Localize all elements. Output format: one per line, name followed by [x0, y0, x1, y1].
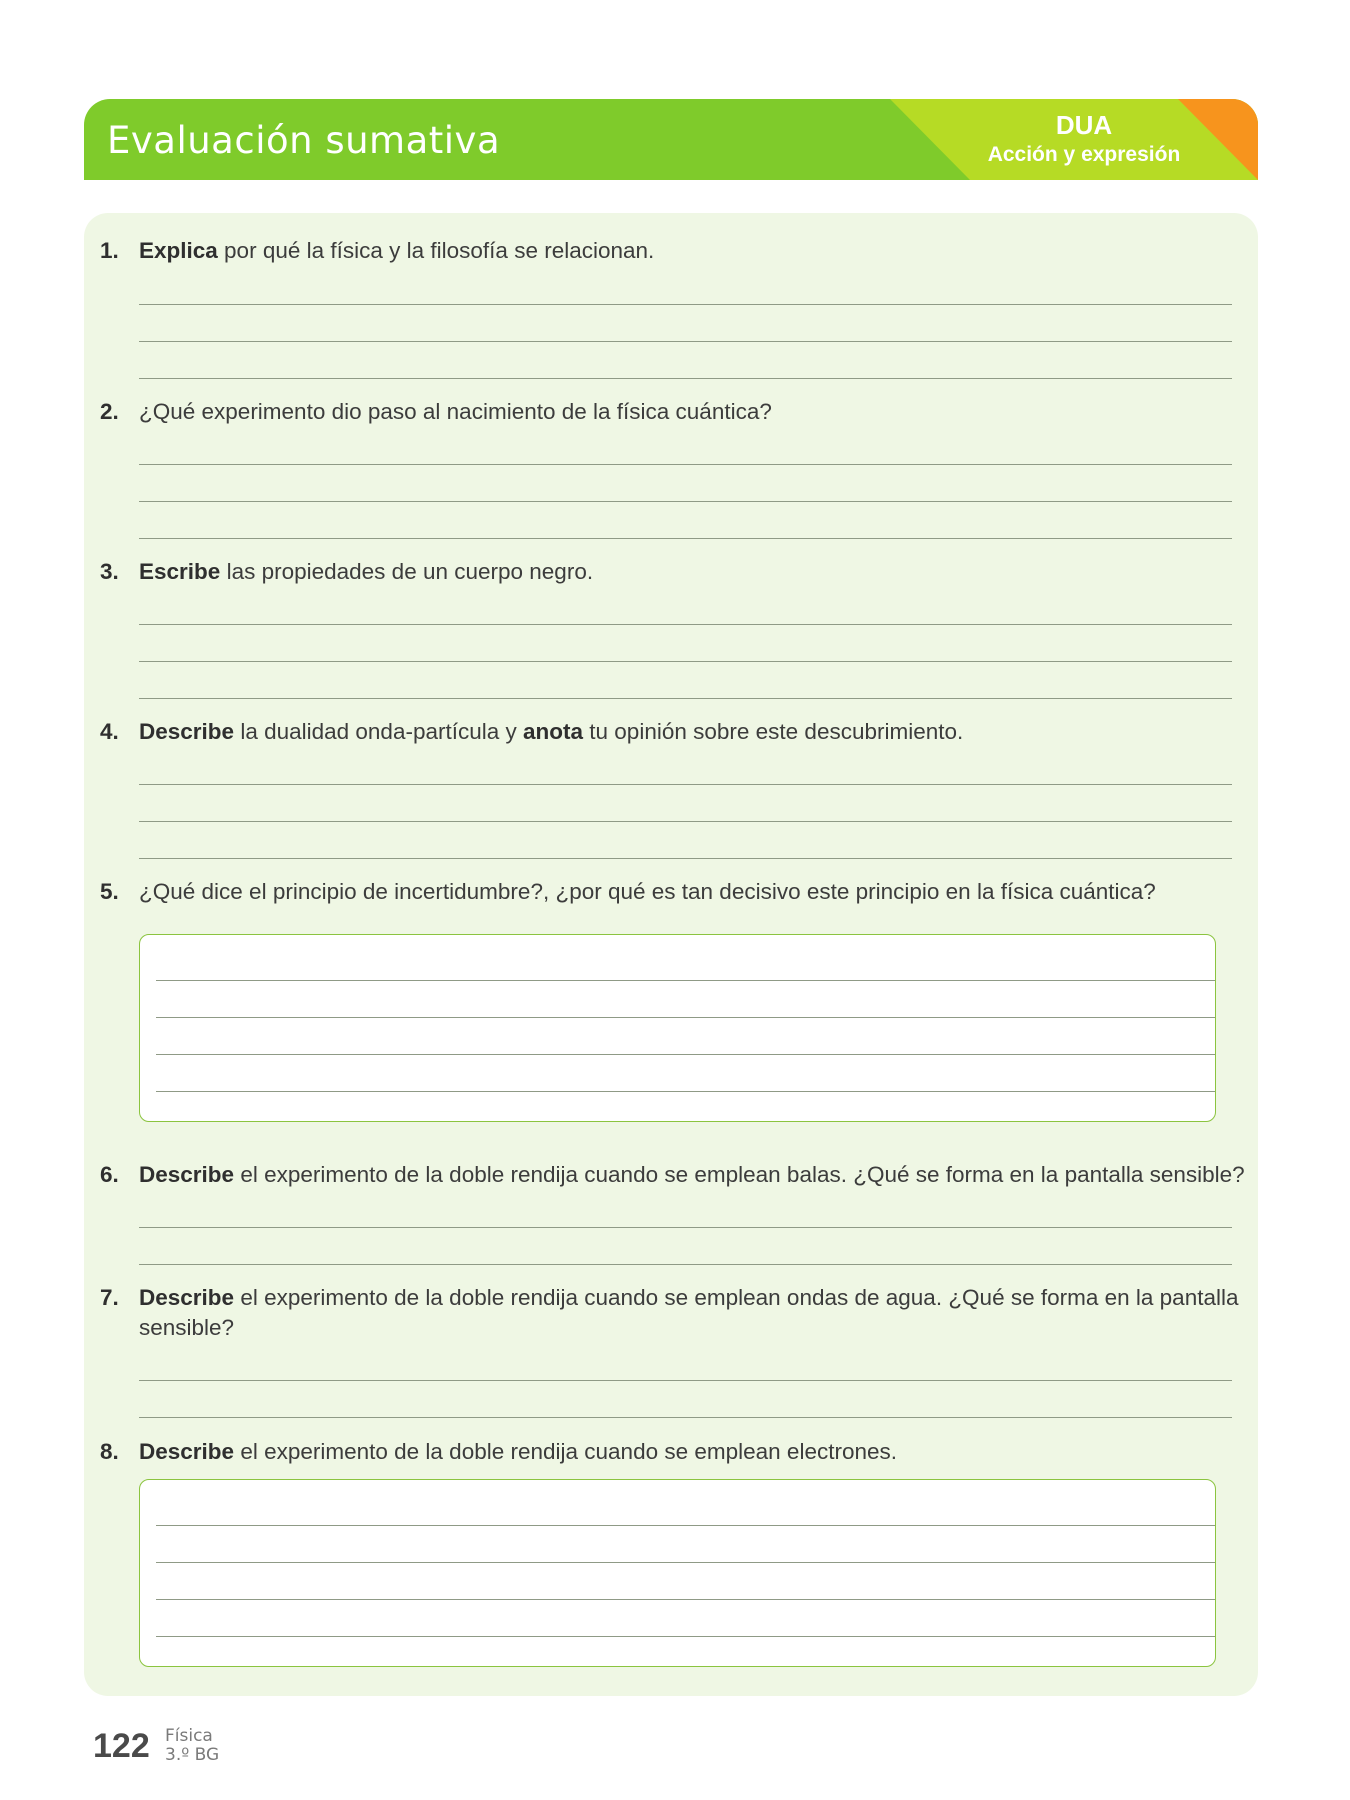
question-rest: por qué la física y la filosofía se relacionan.	[217, 238, 655, 263]
section-header	[84, 99, 1258, 180]
question-text: ¿Qué experimento dio paso al nacimiento de la física cuántica?	[139, 399, 772, 424]
answer-line	[156, 1054, 1215, 1055]
answer-line	[139, 698, 1232, 699]
answer-box-5[interactable]	[139, 934, 1216, 1122]
question-number: 1.	[100, 238, 119, 263]
question-rest-2: tu opinión sobre este descubrimiento.	[583, 719, 964, 744]
answer-line	[139, 821, 1232, 822]
question-number: 2.	[100, 399, 119, 424]
answer-line	[139, 1264, 1232, 1265]
question-rest: la dualidad onda-partícula y	[234, 719, 524, 744]
question-rest: el experimento de la doble rendija cuando se emplean electrones.	[234, 1439, 897, 1464]
question-text	[139, 557, 1249, 587]
footer-grade: 3.º BG	[165, 1745, 220, 1765]
question-rest: el experimento de la doble rendija cuando se emplean balas. ¿Qué se forma en la pantalla sensible?	[234, 1162, 1245, 1187]
question-number: 7.	[100, 1285, 119, 1310]
question-rest: las propiedades de un cuerpo negro.	[220, 559, 594, 584]
question-verb: Explica	[139, 238, 218, 263]
answer-line	[156, 1636, 1215, 1637]
answer-line	[139, 464, 1232, 465]
answer-line	[139, 378, 1232, 379]
question-verb: Describe	[139, 1162, 235, 1187]
question-number: 5.	[100, 879, 119, 904]
answer-line	[156, 980, 1215, 981]
answer-line	[139, 858, 1232, 859]
question-text	[139, 1160, 1249, 1190]
dua-badge-title: DUA	[1055, 110, 1113, 140]
question-text	[139, 717, 1249, 747]
question-rest: el experimento de la doble rendija cuando se emplean ondas de agua. ¿Qué se forma en la pantalla sensible?	[139, 1285, 1239, 1340]
dua-badge-subtitle: Acción y expresión	[987, 143, 1181, 166]
question-verb: Describe	[139, 1439, 235, 1464]
question-verb: Escribe	[139, 559, 221, 584]
question-verb: Describe	[139, 719, 235, 744]
answer-line	[139, 624, 1232, 625]
answer-line	[156, 1017, 1215, 1018]
question-number: 6.	[100, 1162, 119, 1187]
question-number: 3.	[100, 559, 119, 584]
question-text	[139, 236, 1249, 266]
question-verb: Describe	[139, 1285, 235, 1310]
answer-line	[139, 1227, 1232, 1228]
answer-line	[156, 1091, 1215, 1092]
answer-line	[139, 341, 1232, 342]
question-text	[139, 1437, 1249, 1467]
answer-line	[156, 1562, 1215, 1563]
answer-line	[139, 538, 1232, 539]
answer-line	[156, 1599, 1215, 1600]
question-text: ¿Qué dice el principio de incertidumbre?, ¿por qué es tan decisivo este principio en la física cuántica?	[139, 879, 1156, 904]
question-verb-2: anota	[523, 719, 584, 744]
answer-line	[139, 661, 1232, 662]
answer-line	[139, 1417, 1232, 1418]
footer-subject: Física	[165, 1726, 213, 1746]
question-number: 4.	[100, 719, 119, 744]
answer-line	[139, 1380, 1232, 1381]
answer-line	[139, 784, 1232, 785]
section-title: Evaluación sumativa	[107, 119, 501, 162]
answer-line	[156, 1525, 1215, 1526]
question-number: 8.	[100, 1439, 119, 1464]
page-number: 122	[93, 1727, 150, 1765]
answer-line	[139, 304, 1232, 305]
question-text	[139, 1283, 1249, 1343]
answer-line	[139, 501, 1232, 502]
answer-box-8[interactable]	[139, 1479, 1216, 1667]
